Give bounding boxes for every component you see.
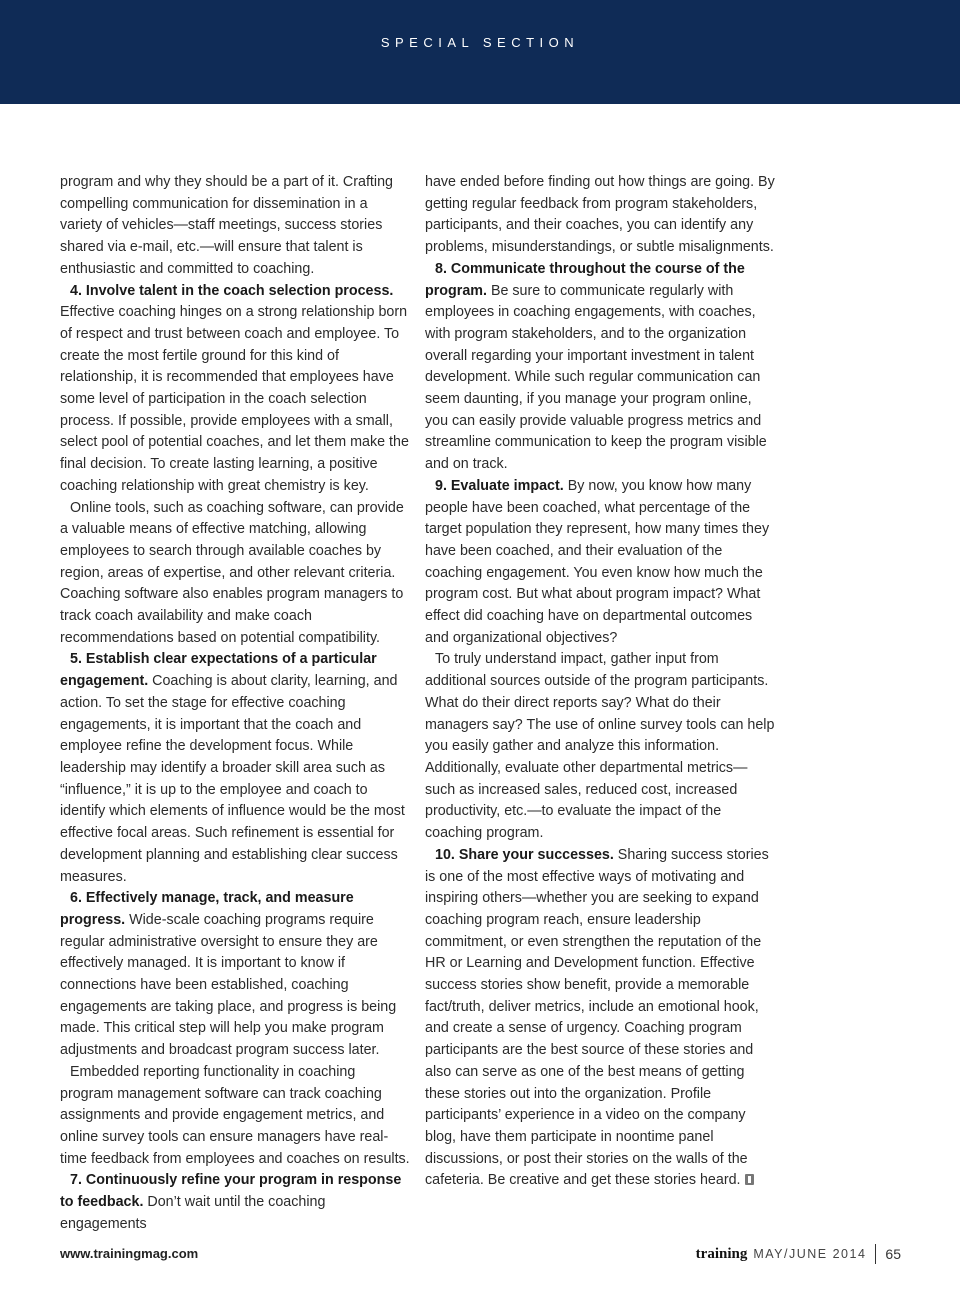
- folio: [696, 1244, 901, 1264]
- step-heading: 9. Evaluate impact.: [435, 477, 564, 494]
- paragraph-text: have ended before finding out how things are going. By getting regular feedback from program stakeholders, participants, and their coaches, you can identify any problems, misunderstandings, or subtle misalignments.: [425, 174, 775, 256]
- footer-url[interactable]: www.trainingmag.com: [60, 1246, 199, 1261]
- paragraph: [425, 259, 775, 476]
- step-heading: 10. Share your successes.: [435, 846, 614, 863]
- paragraph-text: Sharing success stories is one of the most effective ways of motivating and inspiring others—whether you are seeking to expand coaching program reach, ensure leadership commitment, or even strengthen the reputation of the HR or Learning and Development function. Effective success stories show benefit, provide a memorable fact/truth, deliver metrics, include an emotional hook, and create a sense of urgency. Coaching program participants are the best source of these stories and also can serve as one of the best means of getting these stories out into the organization. Profile participants’ experience in a video on the company blog, have them participate in noontime panel discussions, or post their stories on the walls of the cafeteria. Be creative and get these stories heard.: [425, 846, 769, 1189]
- issue-date: MAY/JUNE 2014: [753, 1247, 867, 1261]
- paragraph: [60, 1170, 410, 1235]
- paragraph: [425, 172, 775, 259]
- paragraph-text: By now, you know how many people have been coached, what percentage of the target population they represent, how many times they have been coached, and their evaluation of the coaching engagement. You even know how much the program cost. But what about program impact? What effect did coaching have on departmental outcomes and organizational objectives?: [425, 477, 770, 646]
- paragraph: [425, 845, 775, 1192]
- paragraph-text: Effective coaching hinges on a strong relationship born of respect and trust between coach and employee. To create the most fertile ground for this kind of relationship, it is recommended that employees have some level of participation in the coach selection process. If possible, provide employees with a small, select pool of potential coaches, and let them make the final decision. To create lasting learning, a positive coaching relationship with great chemistry is key.: [60, 304, 409, 494]
- right-column: [425, 172, 775, 1192]
- paragraph: [60, 1062, 410, 1171]
- paragraph-text: Online tools, such as coaching software, can provide a valuable means of effective matching, allowing employees to search through available coaches by region, areas of expertise, and other relevant criteria. Coaching software also enables program managers to track coach availability and make coach recommendations based on potential compatibility.: [60, 499, 404, 646]
- step-heading: 5. Establish clear expectations of a particular engagement.: [60, 651, 377, 690]
- paragraph-text: Embedded reporting functionality in coaching program management software can track coaching assignments and provide engagement metrics, and online survey tools can ensure managers have real-time feedback from employees and coaches on results.: [60, 1063, 410, 1167]
- step-heading: 7. Continuously refine your program in response to feedback.: [60, 1172, 402, 1211]
- paragraph: [60, 649, 410, 888]
- step-heading: 8. Communicate throughout the course of the program.: [425, 260, 745, 299]
- paragraph-text: Coaching is about clarity, learning, and action. To set the stage for effective coaching engagements, it is important that the coach and employee refine the development focus. While leadership may identify a broader skill area such as “influence,” it is up to the employee and coach to identify which elements of influence would be the most effective focal areas. Such refinement is essential for development planning and establishing clear success measures.: [60, 673, 405, 885]
- paragraph: [60, 281, 410, 498]
- end-mark-icon: [745, 1174, 754, 1185]
- magazine-name: training: [695, 1245, 748, 1262]
- paragraph-text: To truly understand impact, gather input from additional sources outside of the program participants. What do their direct reports say? What do their managers say? The use of online survey tools can help you easily gather and analyze this information. Additionally, evaluate other departmental metrics—such as increased sales, reduced cost, increased productivity, etc.—to evaluate the impact of the coaching program.: [425, 651, 775, 842]
- paragraph: [60, 172, 410, 281]
- step-heading: 4. Involve talent in the coach selection process.: [70, 282, 394, 299]
- folio-divider: [875, 1244, 876, 1264]
- step-heading: 6. Effectively manage, track, and measure progress.: [60, 890, 354, 928]
- paragraph: [60, 498, 410, 650]
- paragraph-text: program and why they should be a part of it. Crafting compelling communication for dissemination in a variety of vehicles—staff meetings, success stories shared via e-mail, etc.—will ensure that talent is enthusiastic and committed to coaching.: [60, 174, 393, 277]
- page-number: 65: [885, 1246, 901, 1262]
- left-column: [60, 172, 410, 1235]
- paragraph-text: Be sure to communicate regularly with employees in coaching engagements, with coaches, with program stakeholders, and to the organization overall regarding your important investment in talent development. While such regular communication can seem daunting, if you manage your program online, you can easily provide valuable progress metrics and streamline communication to keep the program visible and on track.: [425, 282, 767, 473]
- section-banner: [0, 0, 960, 104]
- paragraph-text: Don’t wait until the coaching engagements: [60, 1194, 326, 1232]
- paragraph: [425, 649, 775, 844]
- paragraph: [60, 888, 410, 1062]
- section-label: SPECIAL SECTION: [380, 35, 580, 50]
- paragraph: [425, 476, 775, 650]
- paragraph-text: Wide-scale coaching programs require regular administrative oversight to ensure they are effectively managed. It is important to know if connections have been established, coaching engagements are taking place, and progress is being made. This critical step will help you make program adjustments and broadcast program success later.: [60, 911, 397, 1059]
